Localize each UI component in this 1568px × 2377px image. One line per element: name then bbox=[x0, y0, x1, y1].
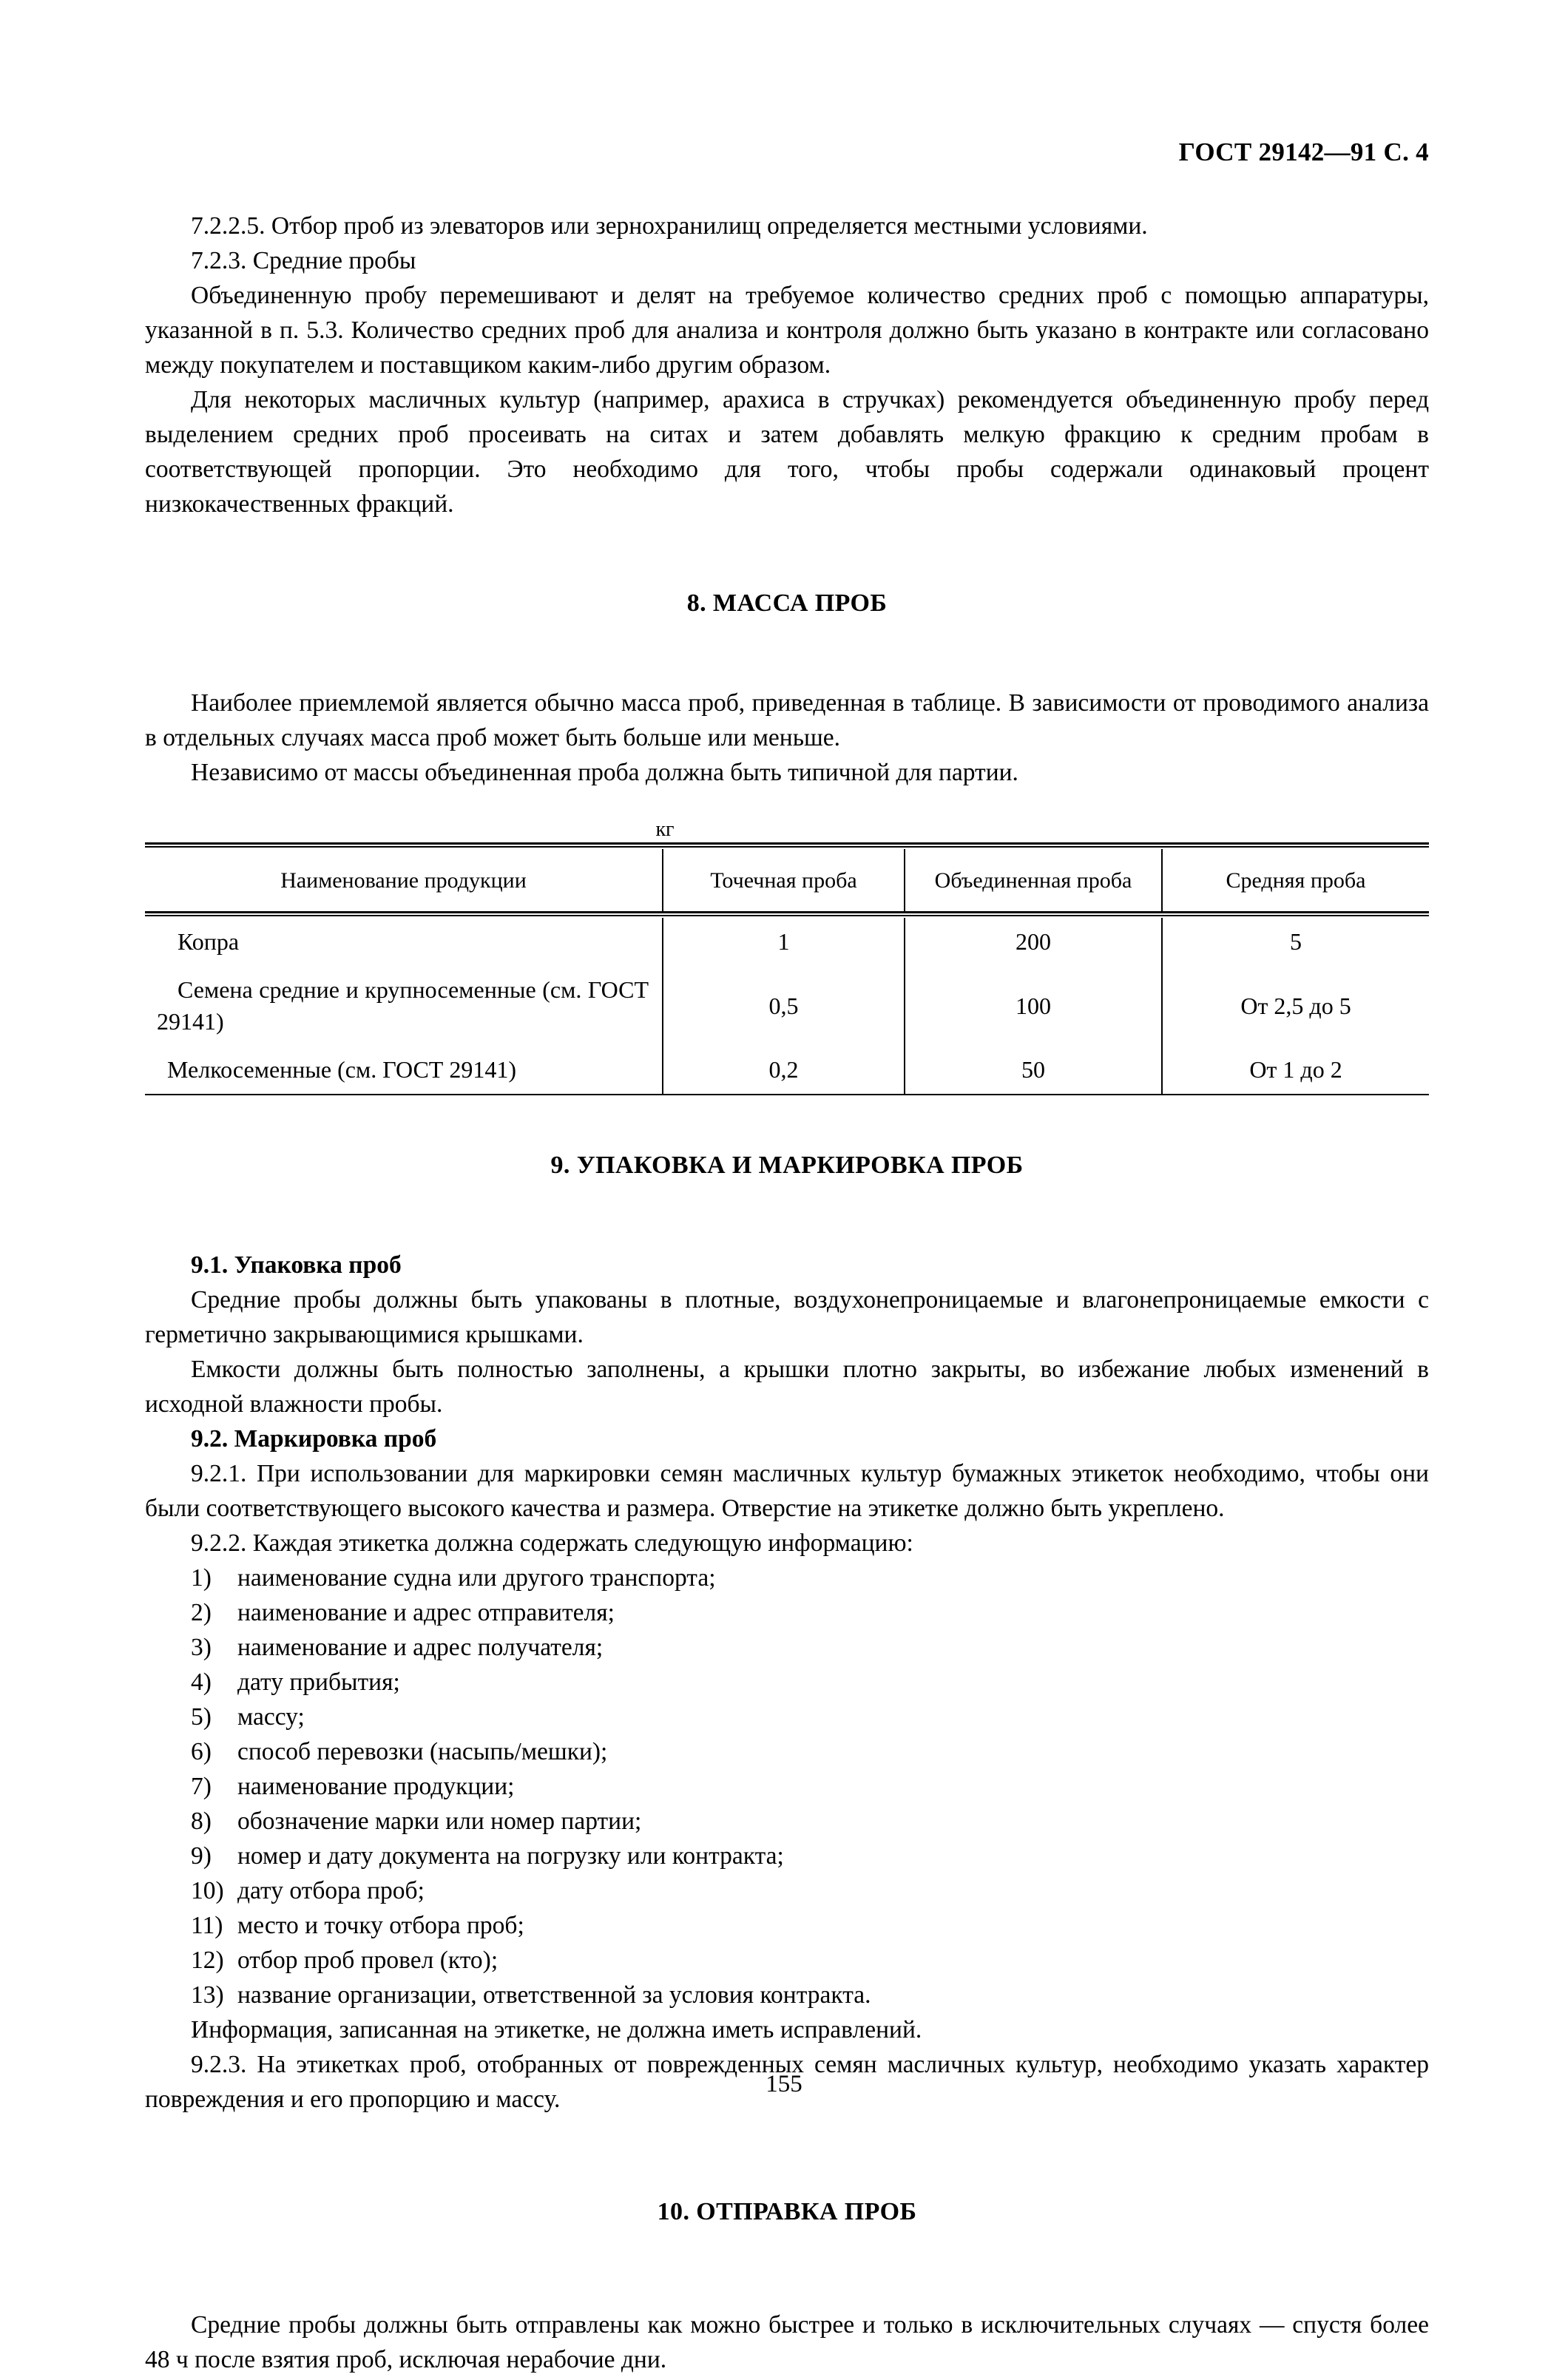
list-item-text: дату прибытия; bbox=[237, 1668, 400, 1696]
table-units-caption: кг bbox=[655, 818, 675, 841]
list-item bbox=[145, 1595, 1429, 1630]
label-information-note: Информация, записанная на этикетке, не должна иметь исправлений. bbox=[191, 2016, 922, 2043]
clause-9-2-2: 9.2.2. Каждая этикетка должна содержать следующую информацию: bbox=[191, 1529, 913, 1557]
list-marker: 6) bbox=[191, 1738, 212, 1765]
table-row bbox=[145, 1046, 1429, 1094]
sample-mass-table-body bbox=[145, 918, 1429, 1094]
clause-7-2-3-title: 7.2.3. Средние пробы bbox=[191, 247, 416, 274]
clause-9-2-1: 9.2.1. При использовании для маркировки семян масличных культур бумажных этикеток необходимо, чтобы они были соответствующего высокого качества и размера. Отверстие на этикетке должно быть укреплено. bbox=[145, 1460, 1429, 1522]
table-row bbox=[145, 918, 1429, 966]
list-marker: 9) bbox=[191, 1842, 212, 1870]
clause-9-1-title: 9.1. Упаковка проб bbox=[191, 1251, 402, 1279]
column-header-average-sample: Средняя проба bbox=[1162, 849, 1429, 911]
column-header-combined-sample: Объединенная проба bbox=[905, 849, 1162, 911]
list-item-text: номер и дату документа на погрузку или контракта; bbox=[237, 1842, 784, 1870]
list-item-text: наименование и адрес отправителя; bbox=[237, 1599, 615, 1626]
cell-product-name: Мелкосеменные (см. ГОСТ 29141) bbox=[167, 1056, 516, 1083]
section-8-heading: 8. МАССА ПРОБ bbox=[686, 589, 888, 617]
list-item bbox=[145, 1561, 1429, 1595]
list-marker: 4) bbox=[191, 1668, 212, 1696]
list-item-text: название организации, ответственной за условия контракта. bbox=[237, 1981, 871, 2009]
table-header-row bbox=[145, 849, 1429, 911]
list-marker: 12) bbox=[191, 1947, 224, 1974]
label-information-list bbox=[145, 1561, 1429, 2012]
section-10-paragraph-1: Средние пробы должны быть отправлены как можно быстрее и только в исключительных случаях — спустя более 48 ч после взятия проб, исключая нерабочие дни. bbox=[145, 2311, 1429, 2373]
list-item bbox=[145, 1873, 1429, 1908]
list-marker: 11) bbox=[191, 1912, 223, 1939]
cell-combined-sample: 100 bbox=[905, 966, 1162, 1046]
list-marker: 3) bbox=[191, 1634, 212, 1661]
clause-9-1-paragraph-2: Емкости должны быть полностью заполнены, а крышки плотно закрыты, во избежание любых изменений в исходной влажности пробы. bbox=[145, 1356, 1429, 1418]
table-head bbox=[145, 849, 1429, 911]
clause-7-2-3-paragraph-2: Для некоторых масличных культур (например, арахиса в стручках) рекомендуется объединенную пробу перед выделением средних проб просеивать на ситах и затем добавлять мелкую фракцию к средним пробам в соответствующей пропорции. Это необходимо для того, чтобы пробы содержали одинаковый процент низкокачественных фракций. bbox=[145, 386, 1429, 518]
list-item-text: дату отбора проб; bbox=[237, 1877, 425, 1904]
clause-7-2-2-5: 7.2.2.5. Отбор проб из элеваторов или зернохранилищ определяется местными условиями. bbox=[191, 212, 1148, 240]
section-10-heading: 10. ОТПРАВКА ПРОБ bbox=[657, 2198, 917, 2225]
cell-combined-sample: 200 bbox=[905, 918, 1162, 966]
list-item-text: наименование судна или другого транспорта; bbox=[237, 1564, 716, 1592]
column-header-point-sample: Точечная проба bbox=[663, 849, 905, 911]
list-item-text: место и точку отбора проб; bbox=[237, 1912, 524, 1939]
list-marker: 13) bbox=[191, 1981, 224, 2009]
sample-mass-table bbox=[145, 842, 1429, 1097]
table-bottom-rule bbox=[145, 1094, 1429, 1095]
cell-product-name: Копра bbox=[178, 928, 240, 955]
list-marker: 2) bbox=[191, 1599, 212, 1626]
table-top-double-rule bbox=[145, 842, 1429, 848]
section-8-paragraph-1: Наиболее приемлемой является обычно масса проб, приведенная в таблице. В зависимости от проводимого анализа в отдельных случаях масса проб может быть больше или меньше. bbox=[145, 689, 1429, 751]
list-item bbox=[145, 1769, 1429, 1804]
list-item bbox=[145, 1978, 1429, 2012]
list-item-text: массу; bbox=[237, 1703, 305, 1731]
list-item-text: обозначение марки или номер партии; bbox=[237, 1808, 642, 1835]
section-8-paragraph-2: Независимо от массы объединенная проба должна быть типичной для партии. bbox=[191, 759, 1018, 786]
list-item bbox=[145, 1839, 1429, 1873]
list-marker: 7) bbox=[191, 1773, 212, 1800]
table-body bbox=[145, 918, 1429, 1094]
standard-designation: ГОСТ 29142—91 С. 4 bbox=[1178, 138, 1429, 166]
column-header-product-name: Наименование продукции bbox=[280, 868, 527, 893]
cell-point-sample: 0,5 bbox=[663, 966, 905, 1046]
cell-average-sample: От 1 до 2 bbox=[1162, 1046, 1429, 1094]
list-item bbox=[145, 1700, 1429, 1734]
cell-point-sample: 0,2 bbox=[663, 1046, 905, 1094]
clause-7-2-3-paragraph-1: Объединенную пробу перемешивают и делят на требуемое количество средних проб с помощью аппаратуры, указанной в п. 5.3. Количество средних проб для анализа и контроля должно быть указано в контракте или согласовано между покупателем и поставщиком каким-либо другим образом. bbox=[145, 282, 1429, 379]
list-item-text: наименование продукции; bbox=[237, 1773, 515, 1800]
list-item-text: способ перевозки (насыпь/мешки); bbox=[237, 1738, 608, 1765]
page-header bbox=[0, 138, 1429, 167]
page-number-value: 155 bbox=[766, 2071, 802, 2097]
list-item-text: отбор проб провел (кто); bbox=[237, 1947, 499, 1974]
list-marker: 10) bbox=[191, 1877, 224, 1904]
list-marker: 1) bbox=[191, 1564, 212, 1592]
sample-mass-table-grid bbox=[145, 849, 1429, 911]
list-marker: 8) bbox=[191, 1808, 212, 1835]
list-item bbox=[145, 1734, 1429, 1769]
clause-9-2-3: 9.2.3. На этикетках проб, отобранных от поврежденных семян масличных культур, необходимо указать характер повреждения и его пропорцию и массу. bbox=[145, 2051, 1429, 2113]
list-marker: 5) bbox=[191, 1703, 212, 1731]
clause-9-1-paragraph-1: Средние пробы должны быть упакованы в плотные, воздухонепроницаемые и влагонепроницаемые емкости с герметично закрывающимися крышками. bbox=[145, 1286, 1429, 1348]
list-item bbox=[145, 1908, 1429, 1943]
list-item bbox=[145, 1630, 1429, 1665]
list-item bbox=[145, 1943, 1429, 1978]
page-number bbox=[0, 2071, 1568, 2098]
cell-average-sample: 5 bbox=[1162, 918, 1429, 966]
table-row bbox=[145, 966, 1429, 1046]
cell-point-sample: 1 bbox=[663, 918, 905, 966]
list-item bbox=[145, 1665, 1429, 1700]
cell-combined-sample: 50 bbox=[905, 1046, 1162, 1094]
cell-average-sample: От 2,5 до 5 bbox=[1162, 966, 1429, 1046]
cell-product-name: Семена средние и крупносеменные (см. ГОСТ 29141) bbox=[157, 976, 649, 1035]
clause-9-2-title: 9.2. Маркировка проб bbox=[191, 1425, 437, 1453]
table-header-double-rule bbox=[145, 911, 1429, 916]
list-item-text: наименование и адрес получателя; bbox=[237, 1634, 604, 1661]
section-9-heading: 9. УПАКОВКА И МАРКИРОВКА ПРОБ bbox=[550, 1152, 1024, 1179]
document-body bbox=[145, 209, 1429, 2377]
list-item bbox=[145, 1804, 1429, 1839]
